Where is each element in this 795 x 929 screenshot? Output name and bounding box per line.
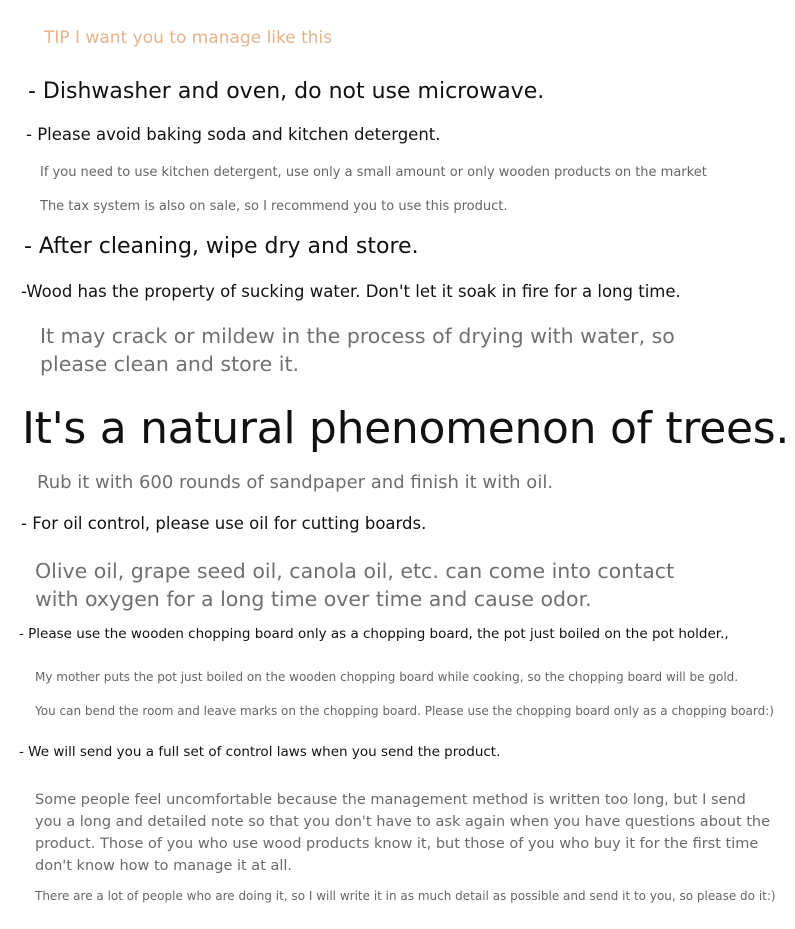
sandpaper-note: Rub it with 600 rounds of sandpaper and finish it with oil. (37, 472, 554, 493)
natural-phenomenon-heading: It's a natural phenomenon of trees. (22, 403, 790, 454)
avoid-baking-soda-instruction: - Please avoid baking soda and kitchen detergent. (26, 125, 441, 144)
tip-heading: TIP I want you to manage like this (44, 28, 333, 48)
dishwasher-instruction: - Dishwasher and oven, do not use microwave. (28, 79, 545, 104)
long-note-paragraph: Some people feel uncomfortable because the management method is written too long, but I send you a long and detailed note so that you don't have to ask again when you have questions about the product. Those of you who use wood products know it, but those of you who buy it for the first time don't know how to manage it at all. (35, 792, 771, 874)
mother-pot-note: My mother puts the pot just boiled on the wooden chopping board while cooking, so the chopping board will be gold. (35, 670, 739, 684)
wood-water-instruction: -Wood has the property of sucking water. Don't let it soak in fire for a long time. (21, 282, 681, 301)
detergent-note: If you need to use kitchen detergent, use only a small amount or only wooden products on the market (40, 165, 707, 180)
chopping-board-only-instruction: - Please use the wooden chopping board only as a chopping board, the pot just boiled on the pot holder., (19, 626, 729, 642)
oil-control-instruction: - For oil control, please use oil for cutting boards. (21, 514, 427, 533)
oils-odor-note: Olive oil, grape seed oil, canola oil, etc. can come into contact with oxygen for a long time over time and cause odor. (35, 559, 675, 611)
wipe-dry-instruction: - After cleaning, wipe dry and store. (24, 234, 419, 259)
bend-room-note: You can bend the room and leave marks on the chopping board. Please use the chopping board only as a chopping board:) (35, 704, 774, 718)
control-laws-instruction: - We will send you a full set of control laws when you send the product. (19, 744, 501, 760)
detail-send-note: There are a lot of people who are doing it, so I will write it in as much detail as possible and send it to you, so please do it:) (35, 889, 776, 903)
tax-system-note: The tax system is also on sale, so I recommend you to use this product. (40, 199, 508, 214)
crack-mildew-note: It may crack or mildew in the process of drying with water, so please clean and store it. (40, 324, 675, 376)
